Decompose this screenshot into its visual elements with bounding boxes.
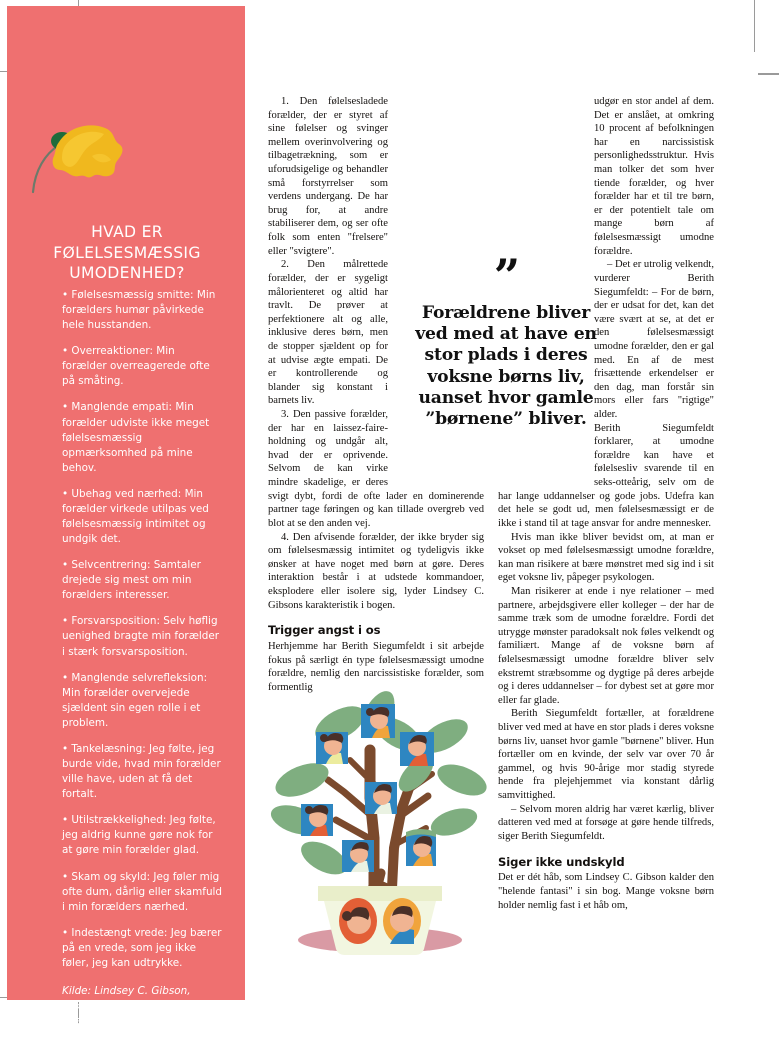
article-paragraph: 4. Den afvisende forælder, der ikke bryder sig om følelsesmæssig intimitet og tydeligvis ikke ønsker at have noget med børn at gøre. Deres interaktion består i at udstede kommandoer, eksplodere eller isolere sig, lyder Lindsey C. Gibsons karakteristik i bogen.	[268, 531, 484, 611]
autumn-leaf-icon	[29, 118, 139, 198]
family-tree-illustration	[266, 688, 494, 960]
crop-mark-top-right-vertical	[754, 0, 755, 52]
article-paragraph: Berith Siegumfeldt forklarer, at umodne forældre kan have et følelsesliv svarende til en seks-otteårig, selv om de har lange uddannelser og gode jobs. Udefra kan det hele se godt ud, men følelsesmæssigt er de ikke i stand til at tage ansvar for andre mennesker.	[498, 422, 714, 529]
quotation-mark-icon: ”	[493, 249, 519, 303]
portrait-frame	[342, 840, 374, 872]
portrait-frame	[316, 732, 348, 764]
article-paragraph: Herhjemme har Berith Siegumfeldt i sit arbejde fokus på særligt én type følelsesmæssigt umodne forældre, nemlig den narcissistiske forælder, som formentlig	[268, 641, 484, 693]
portrait-frame	[406, 829, 436, 866]
article-paragraph: Man risikerer at ende i nye relationer – med partnere, arbejdsgivere eller kolleger – der har de samme træk som de umodne forældre. Fordi det utrygge mønster paradoksalt nok føles velkendt og familiært. Mange af de voksne børn af følelsesmæssigt umodne forældre bliver selv ekstremt stræbsomme og dygtige på deres arbejde og i deres uddannelser – for dybest set at gøre mor eller far glade.	[498, 585, 714, 706]
article-paragraph: 3. Den passive forælder, der har en laissez-faire-holdning og undgår alt, hvad der er oprivende. Selvom de kan virke mindre skadelige, er deres svigt dybt, fordi de ofte lader en dominerende partner tage føringen og kan tillade overgreb ved blot at se den anden vej.	[268, 409, 484, 529]
article-subhead: Trigger angst i os	[268, 623, 381, 638]
article-paragraph: Det er dét håb, som Lindsey C. Gibson kalder den "helende fantasi" i sin bog. Mange voksne børn holder nemlig fast i et håb om,	[498, 872, 714, 911]
portrait-frame	[361, 704, 395, 738]
sidebar-bullet: • Indestængt vrede: Jeg bærer på en vrede, som jeg ikke føler, jeg kan udtrykke.	[62, 926, 222, 969]
article-paragraph: – Selvom moren aldrig har været kærlig, bliver datteren ved med at forsøge at gøre hende tilfreds, siger Berith Siegumfeldt.	[498, 803, 714, 842]
sidebar-bullet: • Manglende empati: Min forælder udviste ikke meget følelsesmæssig opmærksomhed på mine behov.	[62, 401, 210, 474]
sidebar-heading: HVAD ER FØLELSESMÆSSIG UMODENHED?	[53, 223, 201, 283]
pull-quote-text: Forældrene bliver ved med at have en stor plads i deres voksne børns liv, uanset hvor gamle ”børnene” bliver.	[415, 302, 597, 430]
article-column-right	[498, 95, 714, 912]
sidebar-bullet: • Skam og skyld: Jeg føler mig ofte dum, dårlig eller skamfuld i min forælders nærhed.	[62, 870, 223, 913]
article-paragraph: udgør en stor andel af dem. Det er anslået, at omkring 10 procent af befolkningen har en narcissistisk personlighedsstruktur. Hvis man tolker det som hver tiende forælder, og hver forælder har et til tre børn, er der potentielt tale om mange børn af følelsesmæssigt umodne forældre.	[594, 96, 714, 257]
article-paragraph: Berith Siegumfeldt fortæller, at forældrene bliver ved med at have en stor plads i deres voksne børns liv, uanset hvor gamle "børnene" bliver. Hun fortæller om en kvinde, der selv var over 70 år gammel, og hvis 90-årige mor stadig styrede hende fra plejehjemmet via konstant dårlig samvittighed.	[498, 708, 714, 802]
article-column-middle	[268, 95, 484, 694]
article-paragraph: 2. Den målrettede forælder, der er sygeligt målorienteret og altid har travlt. De prøver at perfektionere alt og alle, inklusive deres børn, men de stopper sjældent op for at udvise ægte empati. De er kontrollerende og blander sig konstant i barnets liv.	[268, 259, 388, 407]
portrait-frame	[365, 782, 397, 814]
sidebar-bullet: • Følelsesmæssig smitte: Min forælders humør påvirkede hele husstanden.	[62, 289, 216, 332]
article-paragraph: 1. Den følelsesladede forælder, der er styret af sine følelser og svinger mellem overinvolvering og tilbagetrækning, som er uforudsigelige og behandler små forstyrrelser som verdens undergang. De har brug for, at andre stabiliserer dem, og ser ofte folk som enten "frelsere" eller "svigtere".	[268, 96, 388, 257]
sidebar-bullet: • Forsvarsposition: Selv høflig uenighed bragte min forælder i stærk forsvarsposition.	[62, 615, 220, 658]
sidebar-source: Kilde: Lindsey C. Gibson, Voksne børn af følelsesmæssigt umodne forældre.	[62, 984, 193, 1043]
sidebar-bullet: • Tankelæsning: Jeg følte, jeg burde vide, hvad min forælder ville have, uden at få det fortalt.	[62, 742, 221, 801]
article-paragraph: Hvis man ikke bliver bevidst om, at man er vokset op med følelsesmæssigt umodne forældre, kan man risikere at bære mønstret med sig ind i sit eget voksne liv, påpeger psykologen.	[498, 531, 714, 584]
sidebar-bullet: • Manglende selvrefleksion: Min forælder overvejede sjældent sin egen rolle i et problem.	[62, 671, 208, 729]
pullquote-cutout-middle	[388, 245, 484, 477]
article-subhead: Siger ikke undskyld	[498, 854, 625, 869]
article-paragraph: – Det er utrolig velkendt, vurderer Berith Siegumfeldt: – For de børn, der er udsat for det, kan det være svært at se, at det er den følelsesmæssigt umodne forælder, den er gal med. En af de mest frisættende erkendelser er den dag, man forstår sin mors eller fars "rigtige" alder.	[594, 259, 714, 421]
sidebar-bullet: • Overreaktioner: Min forælder overreagerede ofte på småting.	[62, 345, 210, 388]
sidebar-bullet-list	[62, 288, 222, 1055]
sidebar-bullet: • Ubehag ved nærhed: Min forælder virkede utilpas ved følelsesmæssig intimitet og undgik det.	[62, 487, 209, 546]
crop-mark-top-right-horizontal	[758, 73, 779, 75]
pullquote-cutout-right	[498, 245, 594, 477]
portrait-frame	[301, 804, 333, 836]
portrait-frame	[400, 732, 434, 766]
flower-pot	[318, 886, 442, 955]
sidebar-panel	[7, 6, 245, 1043]
sidebar-bullet: • Selvcentrering: Samtaler drejede sig mest om min forælders interesser.	[62, 559, 201, 602]
sidebar-bullet: • Utilstrækkelighed: Jeg følte, jeg aldrig kunne gøre nok for at gøre min forælder glad.	[62, 814, 216, 857]
